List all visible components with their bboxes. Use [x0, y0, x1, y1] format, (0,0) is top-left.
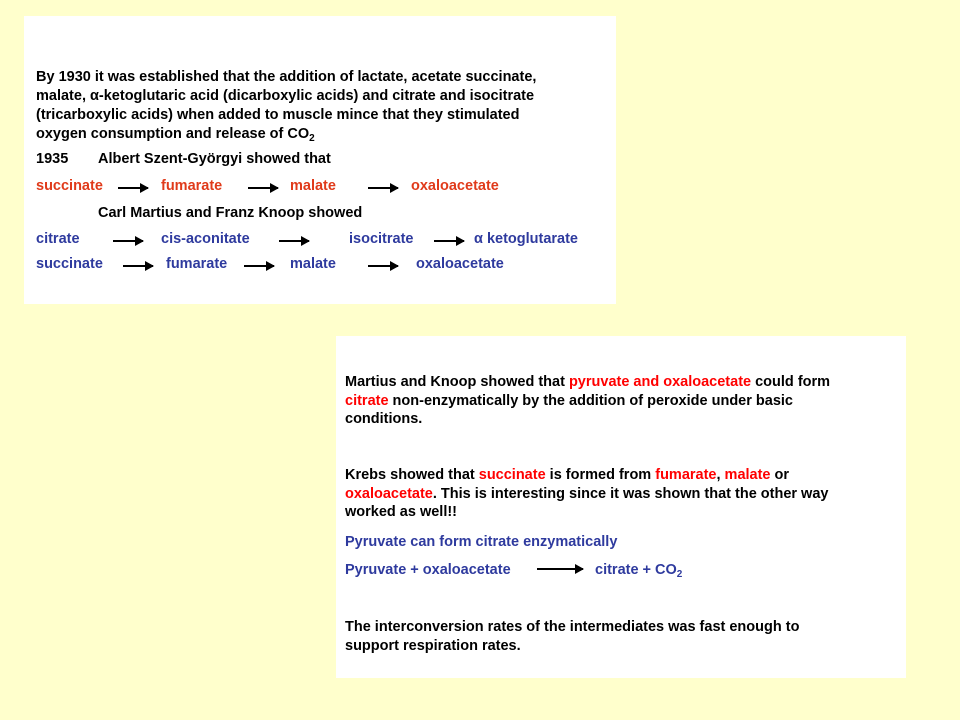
- seq3-item: fumarate: [166, 256, 228, 272]
- arrow-icon: [537, 568, 583, 570]
- intro-line-1: By 1930 it was established that the addition of lactate, acetate succinate,: [36, 69, 537, 85]
- seq2-item: cis-aconitate: [161, 231, 250, 247]
- seq2-item: α ketoglutarate: [474, 231, 578, 247]
- p2-line-3: worked as well!!: [345, 504, 458, 520]
- martius-knoop-paragraph: [345, 373, 830, 429]
- p2-line-1: [345, 466, 828, 485]
- szent-gyorgyi-line: Albert Szent-Györgyi showed that: [98, 151, 331, 167]
- p2-highlight: succinate: [478, 467, 546, 483]
- p2-text: is formed from: [545, 467, 656, 483]
- seq1-item: fumarate: [161, 178, 223, 194]
- intro-line-2: malate, α-ketoglutaric acid (dicarboxylic acids) and citrate and isocitrate: [36, 88, 535, 104]
- p1-line-2: [345, 392, 830, 411]
- seq3-item: malate: [290, 256, 336, 272]
- p2-highlight: fumarate: [655, 467, 717, 483]
- p2-text: or: [770, 467, 790, 483]
- arrow-icon: [248, 187, 278, 189]
- seq3-item: oxaloacetate: [416, 256, 504, 272]
- seq1-item: malate: [290, 178, 336, 194]
- arrow-icon: [368, 187, 398, 189]
- intro-line-4: [36, 126, 315, 143]
- arrow-icon: [434, 240, 464, 242]
- arrow-icon: [279, 240, 309, 242]
- p4-line-2: support respiration rates.: [345, 637, 521, 654]
- martius-knoop-line: Carl Martius and Franz Knoop showed: [98, 205, 363, 221]
- p2-text: . This is interesting since it was shown that the other way: [432, 485, 829, 502]
- arrow-icon: [118, 187, 148, 189]
- krebs-paragraph: [345, 466, 828, 522]
- p2-text: Krebs showed that: [345, 467, 479, 483]
- seq1-item: succinate: [36, 178, 103, 194]
- p2-text: ,: [716, 467, 725, 483]
- reaction-left: Pyruvate + oxaloacetate: [345, 562, 511, 578]
- seq2-item: citrate: [36, 231, 80, 247]
- p2-line-2: [345, 485, 828, 504]
- intro-line-3: (tricarboxylic acids) when added to muscle mince that they stimulated: [36, 107, 520, 123]
- p1-text: could form: [751, 374, 831, 390]
- p1-text: Martius and Knoop showed that: [345, 374, 569, 390]
- intro-line-4-text: oxygen consumption and release of CO: [36, 126, 310, 142]
- interconversion-paragraph: [345, 618, 799, 655]
- findings-panel: [336, 336, 906, 678]
- p1-highlight: pyruvate and oxaloacetate: [568, 374, 752, 390]
- p2-highlight: malate: [724, 467, 771, 483]
- arrow-icon: [113, 240, 143, 242]
- seq1-item: oxaloacetate: [411, 178, 499, 194]
- seq3-item: succinate: [36, 256, 103, 272]
- p2-highlight: oxaloacetate: [345, 485, 433, 502]
- arrow-icon: [244, 265, 274, 267]
- p1-highlight: citrate: [345, 392, 389, 409]
- p1-text: non-enzymatically by the addition of peroxide under basic: [388, 392, 793, 409]
- co2-subscript: 2: [309, 133, 315, 144]
- year-label: 1935: [36, 151, 69, 167]
- seq2-item: isocitrate: [349, 231, 414, 247]
- arrow-icon: [368, 265, 398, 267]
- co2-subscript: 2: [676, 569, 683, 580]
- reaction-right: [595, 562, 682, 579]
- p4-line-1: The interconversion rates of the intermediates was fast enough to: [345, 619, 800, 635]
- pyruvate-title: Pyruvate can form citrate enzymatically: [345, 534, 618, 550]
- p1-line-3: conditions.: [345, 411, 423, 427]
- history-panel: [24, 16, 616, 304]
- p1-line-1: [345, 373, 830, 392]
- arrow-icon: [123, 265, 153, 267]
- reaction-right-text: citrate + CO: [595, 562, 677, 578]
